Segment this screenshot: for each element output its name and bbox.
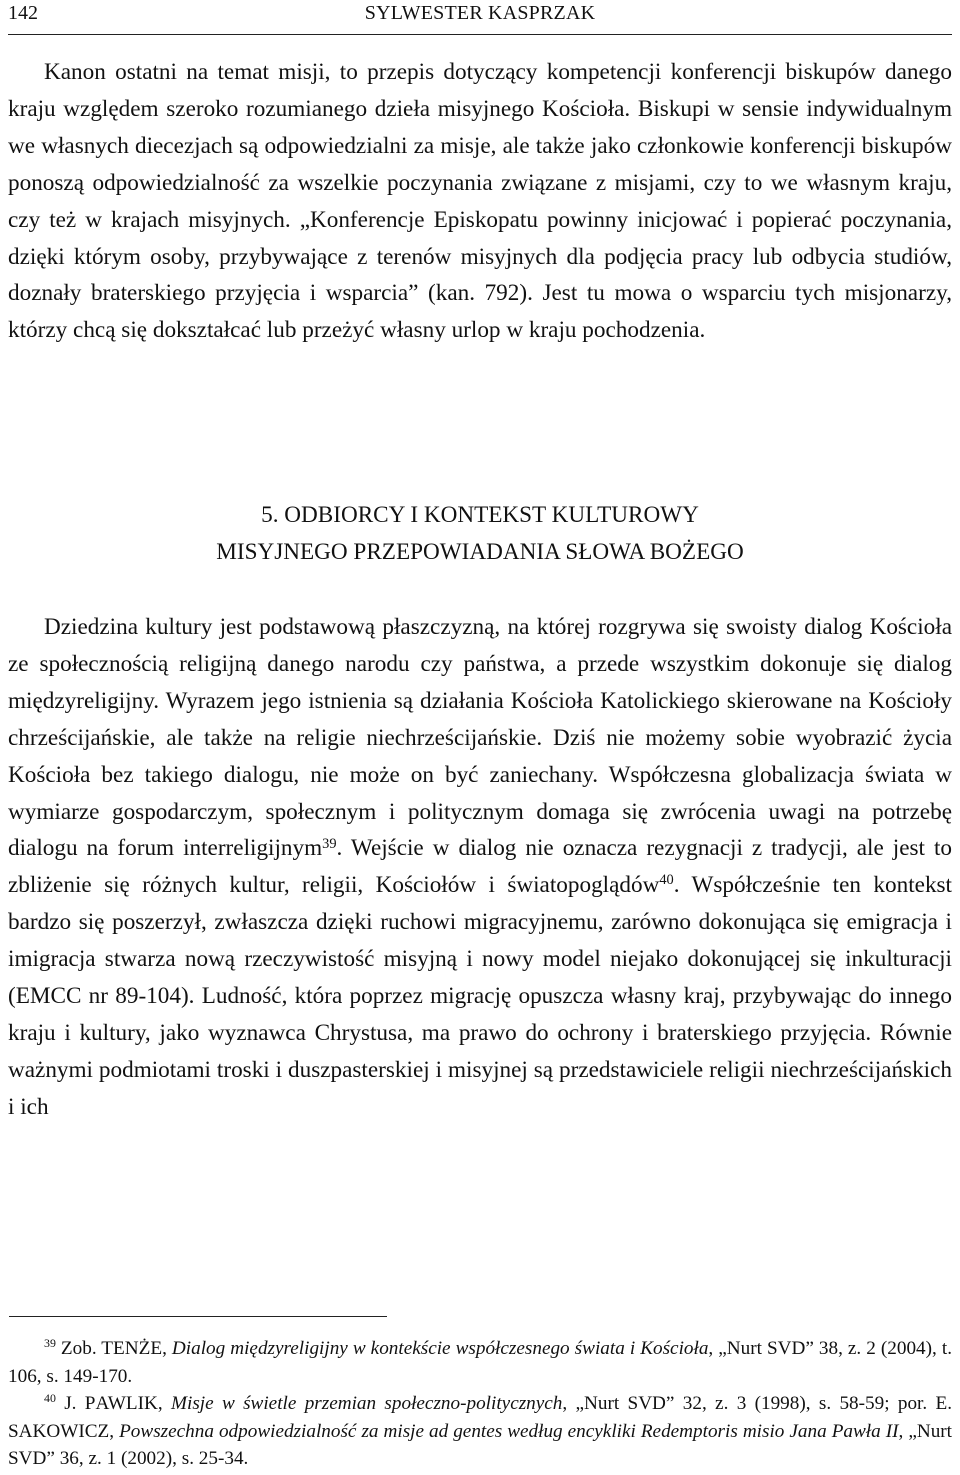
footnote-number: 40 (44, 1391, 56, 1406)
body-paragraph-2 (8, 609, 952, 1126)
footnote-text: , (162, 1338, 172, 1359)
footnote-text: , (157, 1393, 172, 1414)
section-heading-line-1: 5. ODBIORCY I KONTEKST KULTUROWY (261, 502, 699, 528)
footnote-39 (8, 1335, 952, 1390)
body-paragraph-1: Kanon ostatni na temat misji, to przepis dotyczący kompetencji konferencji biskupów danego kraju względem szeroko rozumianego dzieła misyjnego Kościoła. Biskupi w sensie indywidualnym we własnych diecezjach są odpowiedzialni za misje, ale także jako członkowie konferencji biskupów ponoszą odpowiedzialność za wszelkie poczynania związane z misjami, czy to we własnym kraju, czy też w krajach misyjnych. „Konferencje Episkopatu powinny inicjować i popierać poczynania, dzięki którym osoby, przybywające z terenów misyjnych dla podjęcia pracy lub odbycia studiów, doznały braterskiego przyjęcia i wsparcia” (kan. 792). Jest tu mowa o wsparciu tych misjonarzy, którzy chcą się dokształcać lub przeżyć własny urlop w kraju pochodzenia. (8, 59, 952, 344)
section-heading (0, 497, 960, 571)
footnote-40 (8, 1390, 952, 1473)
section-heading-line-2: MISYJNEGO PRZEPOWIADANIA SŁOWA BOŻEGO (216, 538, 744, 565)
page-header (8, 0, 952, 35)
footnote-ref-39: 39 (322, 835, 337, 852)
running-head: SYLWESTER KASPRZAK (364, 2, 596, 24)
footnote-text: Zob. T (60, 1338, 114, 1359)
footnote-title: Powszechna odpowiedzialność za misje ad gentes według encykliki Redemptoris misio Jana Pawła II (119, 1420, 899, 1442)
footnote-text: , (109, 1420, 120, 1442)
paragraph-2-part-b: . Wejście w dialog nie oznacza rezygnacji z tradycji, ale jest to zbliżenie się różnych kultur, religii, Kościołów i światopoglądów (8, 835, 953, 899)
footnote-text: , „Nurt SVD” 32, z. 3 (1998), s. 58-59; por. E. S (8, 1393, 953, 1442)
footnote-text: , „Nurt SVD” 36, z. 1 (2002), s. 25-34. (8, 1420, 953, 1469)
footnote-author: AWLIK (95, 1393, 158, 1414)
page-number: 142 (8, 2, 38, 24)
footnote-text: J. P (64, 1393, 96, 1414)
footnote-title: Misje w świetle przemian społeczno-politycznych (171, 1393, 563, 1414)
footnote-author: ENŻE (113, 1338, 163, 1359)
paragraph-2-part-c: . Współcześnie ten kontekst bardzo się poszerzył, zwłaszcza dzięki ruchowi migracyjnemu, zarówno dokonująca się emigracja i imigracja stwarza nową rzeczywistość misyjną i nowy model niejako dokonującej się inkulturacji (EMCC nr 89-104). Ludność, która poprzez migrację opuszcza własny kraj, przybywając do innego kraju i kultury, jako wyznawca Chrystusa, ma prawo do ochrony i braterskiego przyjęcia. Równie ważnymi podmiotami troski i duszpasterskiej i misyjnej są przedstawiciele religii niechrześcijańskich i ich (8, 872, 953, 1120)
footnote-separator (9, 1316, 387, 1317)
footnote-ref-40: 40 (659, 872, 674, 889)
footnote-title: Dialog międzyreligijny w kontekście współczesnego świata i Kościoła (171, 1338, 709, 1359)
footnote-number: 39 (44, 1336, 56, 1351)
footnote-text: , „Nurt SVD” 38, z. 2 (2004), t. 106, s. 149-170. (8, 1338, 952, 1387)
paragraph-2-part-a: Dziedzina kultury jest podstawową płaszczyzną, na której rozgrywa się swoisty dialog Kościoła ze społecznością religijną danego narodu czy państwa, a przede wszystkim dokonuje się dialog międzyreligijny. Wyrazem jego istnienia są działania Kościoła Katolickiego skierowane na Kościoły chrześcijańskie, ale także na religie niechrześcijańskie. Dziś nie możemy sobie wyobrazić życia Kościoła bez takiego dialogu, nie może on być zaniechany. Współczesna globalizacja świata w wymiarze gospodarczym, społecznym i politycznym domaga się zwrócenia uwagi na potrzebę dialogu na forum interreligijnym (8, 614, 952, 862)
footnote-author: AKOWICZ (18, 1420, 110, 1442)
